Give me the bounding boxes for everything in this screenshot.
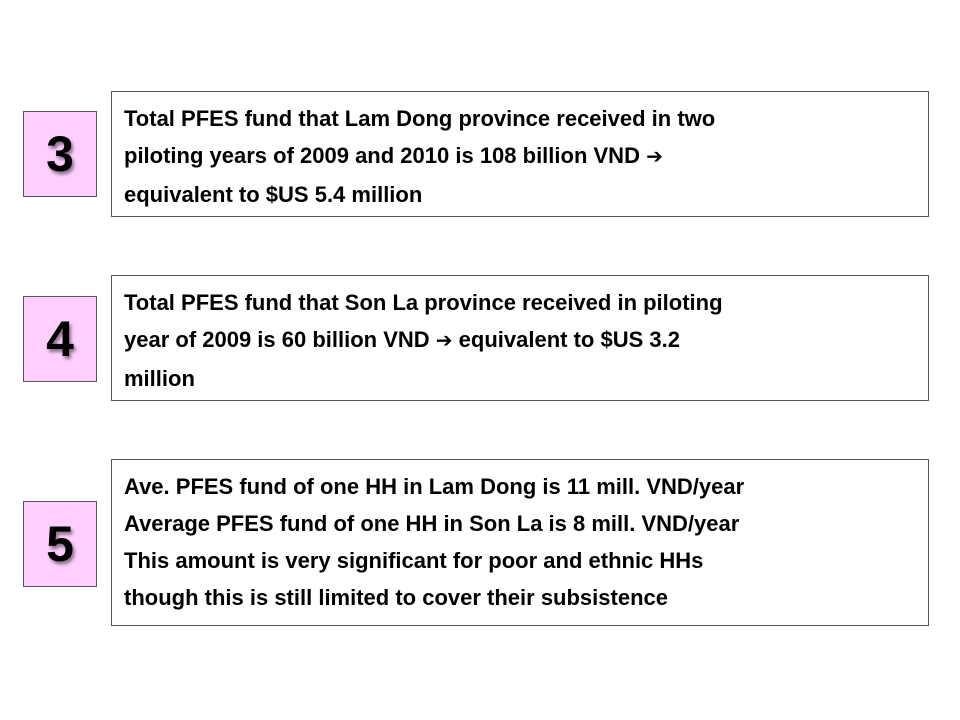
- statement-line: million: [124, 366, 195, 391]
- statement-line: Ave. PFES fund of one HH in Lam Dong is 11 mill. VND/year: [124, 474, 745, 499]
- right-arrow-icon: ➔: [435, 330, 453, 352]
- statement-line: piloting years of 2009 and 2010 is 108 billion VND ➔: [124, 137, 918, 176]
- number-label: 5: [46, 516, 74, 572]
- statement-box-4: [111, 275, 929, 401]
- statement-line: Total PFES fund that Son La province received in piloting: [124, 290, 723, 315]
- statement-line: Average PFES fund of one HH in Son La is 8 mill. VND/year: [124, 511, 740, 536]
- statement-line: equivalent to $US 5.4 million: [124, 182, 423, 207]
- right-arrow-icon: ➔: [646, 146, 663, 168]
- number-badge-4: [23, 296, 97, 382]
- number-badge-5: [23, 501, 97, 587]
- number-label: 3: [46, 126, 74, 182]
- statement-line: Total PFES fund that Lam Dong province received in two: [124, 106, 716, 131]
- number-label: 4: [46, 311, 74, 367]
- statement-line: This amount is very significant for poor and ethnic HHs: [124, 548, 704, 573]
- statement-box-3: [111, 91, 929, 217]
- statement-line: though this is still limited to cover their subsistence: [124, 585, 668, 610]
- statement-box-5: [111, 459, 929, 626]
- statement-line: year of 2009 is 60 billion VND ➔ equivalent to $US 3.2: [124, 321, 918, 360]
- number-badge-3: [23, 111, 97, 197]
